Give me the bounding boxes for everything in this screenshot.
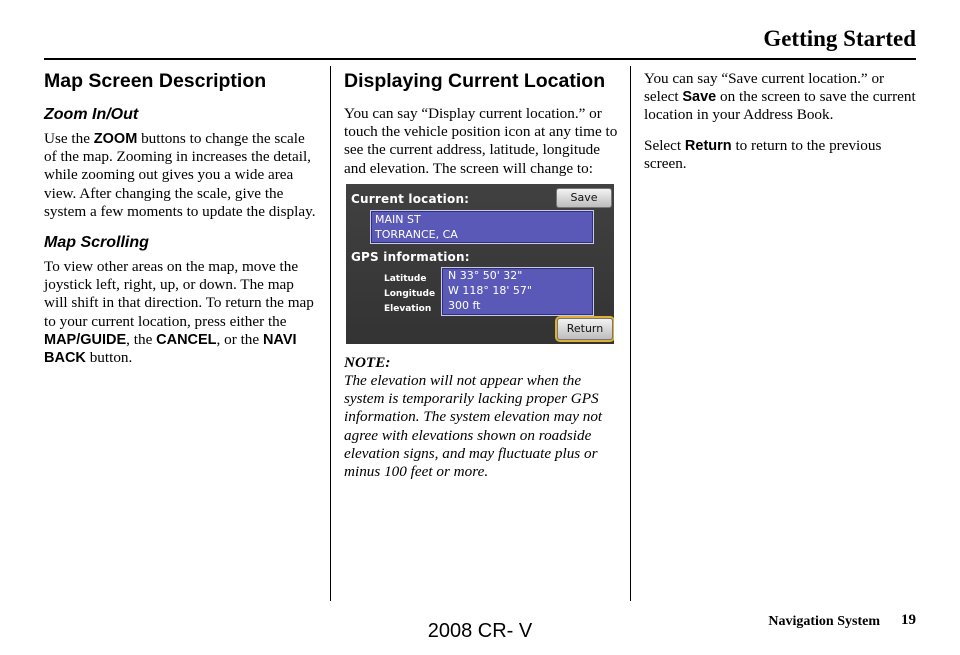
column-current-location — [344, 66, 618, 481]
keyword-save: Save — [682, 89, 717, 106]
subheading-zoom: Zoom In/Out — [44, 106, 139, 123]
text-span: buttons to change the scale of the map. Zooming in increases the detail, while zooming out gives you a wide area view. After changing the scale, give the system a few moments to update the display. — [44, 130, 316, 220]
subheading-scrolling: Map Scrolling — [44, 234, 149, 252]
address-street: MAIN ST — [375, 212, 421, 226]
model-watermark: 2008 CR- V — [427, 620, 533, 642]
gps-information-label: GPS information: — [351, 249, 470, 264]
text-span: You can say “Save current location.” or select — [644, 70, 885, 106]
text-span: to return to the previous screen. — [644, 136, 882, 172]
section-heading-map-screen: Map Screen Description — [44, 70, 267, 92]
address-city: TORRANCE, CA — [375, 227, 458, 241]
longitude-value: W 118° 18' 57" — [448, 283, 532, 297]
text-span: button. — [85, 349, 133, 367]
elevation-value: 300 ft — [448, 298, 481, 312]
section-heading-current-location: Displaying Current Location — [344, 70, 606, 92]
gps-values-box — [441, 267, 594, 316]
keyword-zoom: ZOOM — [93, 131, 138, 147]
keyword-map-guide: MAP/GUIDE — [44, 331, 127, 348]
text-span: , or the — [216, 330, 263, 348]
longitude-label: Longitude — [384, 288, 436, 299]
current-location-screen — [346, 184, 614, 344]
return-paragraph — [644, 137, 922, 173]
keyword-return: Return — [684, 137, 732, 154]
latitude-value: N 33° 50' 32" — [448, 268, 523, 282]
current-location-label: Current location: — [351, 191, 470, 206]
page-header-title: Getting Started — [763, 26, 916, 51]
latitude-label: Latitude — [384, 273, 427, 284]
footer-title: Navigation System — [768, 614, 880, 629]
column-save-location — [644, 70, 922, 185]
keyword-navi-back: NAVI BACK — [44, 331, 297, 367]
note-text: The elevation will not appear when the system is temporarily lacking proper GPS information. The system elevation may not agree with elevations shown on roadside elevation signs, and may fluctuate plus or minus 100 feet or more. — [344, 372, 603, 481]
text-span: To view other areas on the map, move the joystick left, right, up, or down. The map will shift in that direction. To return the map to your current location, press either the — [44, 258, 314, 330]
elevation-label: Elevation — [384, 303, 432, 314]
text-span: , the — [126, 330, 157, 348]
text-span: Use the — [44, 130, 94, 147]
text-span: on the screen to save the current location in your Address Book. — [644, 88, 916, 124]
zoom-paragraph — [44, 130, 316, 221]
text-span: Select — [644, 136, 685, 154]
column-map-screen — [44, 66, 316, 379]
page-number: 19 — [901, 612, 916, 628]
column-divider — [330, 66, 331, 601]
header-rule — [44, 58, 916, 60]
save-button[interactable]: Save — [556, 188, 612, 208]
save-paragraph — [644, 70, 922, 125]
scrolling-paragraph — [44, 258, 316, 367]
note-label: NOTE: — [344, 353, 391, 371]
address-box — [370, 210, 594, 244]
return-button[interactable]: Return — [557, 318, 613, 340]
column-divider — [630, 66, 631, 601]
keyword-cancel: CANCEL — [156, 331, 217, 348]
intro-paragraph: You can say “Display current location.” or touch the vehicle position icon at any time to see the current address, latitude, longitude and elevation. The screen will change to: — [344, 105, 618, 177]
